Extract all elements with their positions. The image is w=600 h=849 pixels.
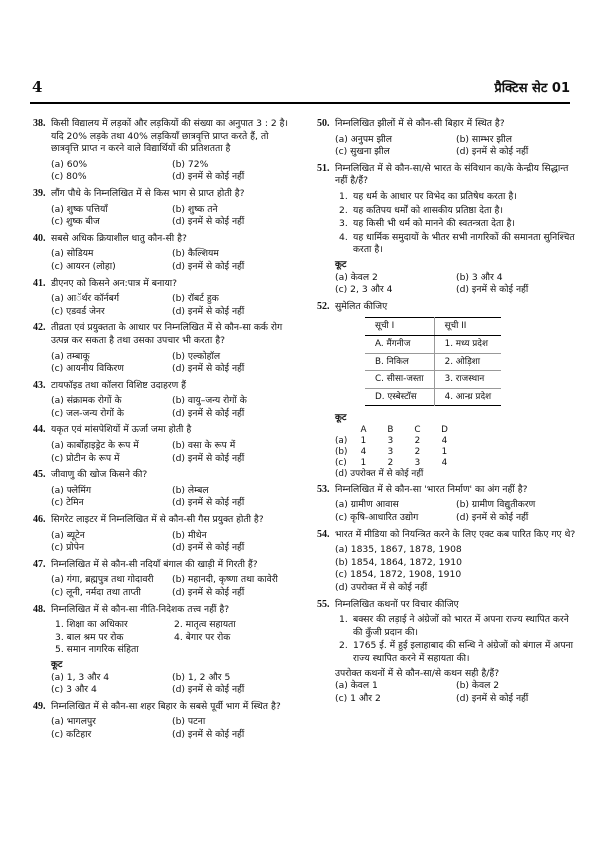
statement: [339, 218, 577, 231]
option-list: [33, 204, 293, 229]
question-number: 44.: [33, 424, 46, 436]
question-53: [317, 484, 577, 525]
option-label: (c): [335, 457, 347, 468]
kut-option-row[interactable]: [335, 436, 460, 447]
kut-option-row[interactable]: [335, 458, 460, 469]
kut-value: 2: [414, 446, 421, 457]
question-number: 50.: [317, 118, 330, 129]
kut-option-row[interactable]: [335, 469, 460, 480]
left-column: [33, 118, 293, 746]
option-list: [317, 544, 577, 594]
question-number: 49.: [33, 700, 46, 712]
table-cell: 2. ओड़िशा: [434, 353, 501, 371]
question-item: [33, 380, 293, 421]
option[interactable]: (a) अनुपम झील: [335, 133, 393, 145]
question-text: सुमेलित कीजिए: [335, 300, 388, 312]
option-list: [317, 680, 577, 705]
statement: 4. बेगार पर रोक: [174, 631, 231, 643]
question-text: भारत में मीडिया को नियन्त्रित करने के लिए एक्ट कब पारित किए गए थे?: [335, 528, 576, 540]
statement: [339, 640, 577, 665]
question-text: निम्नलिखित में से कौन-सा 'भारत निर्माण' का अंग नहीं है?: [335, 483, 528, 495]
question-prompt: उपरोक्त कथनों में से कौन-सा/से कथन सही है/हैं?: [335, 667, 500, 679]
question-55: [317, 599, 577, 706]
question-number: 46.: [33, 514, 46, 526]
question-number: 48.: [33, 603, 46, 615]
table-row: [365, 371, 501, 389]
question-item: [33, 514, 293, 555]
question-text: टायफॉइड तथा कॉलरा विशिष्ट उदाहरण हैं: [51, 379, 187, 391]
option[interactable]: (c) सुखना झील: [335, 146, 390, 158]
kut-label: कूट: [335, 413, 347, 424]
header-rule: [30, 102, 570, 104]
option[interactable]: (c) आयरन (लोहा): [51, 260, 116, 272]
option[interactable]: (c) आयनीय विकिरण: [51, 363, 124, 375]
option: (d) उपरोक्त में से कोई नहीं: [335, 468, 424, 479]
table-row: [365, 388, 501, 406]
option[interactable]: (b) 1, 2 और 5: [172, 671, 231, 683]
option-list: [33, 159, 293, 184]
table-cell: B. निकिल: [365, 353, 434, 371]
match-table: [365, 317, 501, 406]
option[interactable]: (c) जल-जन्य रोगों के: [51, 407, 124, 419]
question-text: डीएनए को किसने अन:पात्र में बनाया?: [51, 277, 178, 289]
kut-value: 1: [360, 457, 367, 468]
option[interactable]: (a) केवल 1: [335, 680, 378, 692]
option[interactable]: (a) केवल 2: [335, 271, 378, 283]
question-51: [317, 163, 577, 297]
option[interactable]: (d) इनमें से कोई नहीं: [456, 146, 529, 158]
question-number: 52.: [317, 300, 330, 312]
question-number: 40.: [33, 232, 46, 244]
question-number: 38.: [33, 118, 46, 129]
question-text: निम्नलिखित कथनों पर विचार कीजिए: [335, 598, 459, 610]
kut-value: 2: [387, 457, 394, 468]
option[interactable]: (d) इनमें से कोई नहीं: [172, 542, 245, 554]
question-text: जीवाणु की खोज किसने की?: [51, 469, 148, 481]
question-54: [317, 529, 577, 595]
statement-list: [317, 614, 577, 665]
question-text: निम्नलिखित में से कौन-सा नीति-निदेशक तत्त्व नहीं है?: [51, 603, 230, 615]
option[interactable]: (b) साम्भर झील: [456, 133, 512, 145]
option[interactable]: (d) इनमें से कोई नहीं: [456, 692, 529, 704]
question-item: [33, 559, 293, 600]
question-text: यकृत एवं मांसपेशियों में ऊर्जा जमा होती है: [51, 424, 192, 436]
option[interactable]: (a) कार्बोहाइड्रेट के रूप में: [51, 440, 139, 452]
statement-number: 1.: [339, 190, 348, 202]
statement-text: बक्सर की लड़ाई ने अंग्रेजों को भारत में अपना राज्य स्थापित करने की कुँजी प्रदान की।: [353, 614, 569, 638]
statement-number: 4.: [339, 231, 348, 243]
option-label: (b): [335, 446, 348, 457]
option[interactable]: (b) वायु–जन्य रोगों के: [172, 395, 247, 407]
option-list: [33, 248, 293, 273]
option[interactable]: (d) इनमें से कोई नहीं: [172, 363, 245, 375]
kut-label: कूट: [51, 659, 63, 670]
option[interactable]: (c) प्रोपेन: [51, 542, 85, 554]
kut-value: 3: [414, 457, 421, 468]
option-label: (a): [335, 435, 348, 446]
statement: [339, 191, 577, 204]
option[interactable]: (d) इनमें से कोई नहीं: [456, 512, 529, 524]
table-cell: 3. राजस्थान: [434, 371, 501, 389]
option-list: [33, 351, 293, 376]
question-number: 39.: [33, 187, 46, 199]
statement-number: 2.: [339, 640, 348, 652]
option[interactable]: (b) महानदी, कृष्णा तथा कावेरी: [172, 574, 278, 586]
question-number: 43.: [33, 379, 46, 391]
option-list: [33, 395, 293, 420]
option-list: [33, 485, 293, 510]
option[interactable]: (a) सोडियम: [51, 248, 94, 260]
option[interactable]: (c) शुष्क बीज: [51, 216, 100, 228]
table-cell: C. सीसा-जस्ता: [365, 371, 434, 389]
option[interactable]: (b) मीथेन: [172, 529, 207, 541]
statement-number: 1.: [339, 614, 348, 626]
table-cell: 1. मध्य प्रदेश: [434, 335, 501, 353]
kut-value: 4: [441, 457, 448, 468]
option[interactable]: (a) तम्बाकू: [51, 350, 90, 362]
option[interactable]: (b) वसा के रूप में: [172, 440, 236, 452]
table-row: [365, 335, 501, 353]
option-list: [317, 272, 577, 297]
option[interactable]: (c) टेमिन: [51, 497, 84, 509]
option-list: [33, 716, 293, 741]
right-column: [317, 118, 577, 709]
question-number: 42.: [33, 322, 46, 334]
option-list: [33, 574, 293, 599]
option[interactable]: (b) एल्कोहॉल: [172, 350, 221, 362]
option[interactable]: (c) 1854, 1872, 1908, 1910: [335, 569, 462, 581]
statement-text: यह धार्मिक समुदायों के भीतर सभी नागरिकों की समानता सुनिश्चित करता है।: [353, 231, 575, 256]
option[interactable]: (d) इनमें से कोई नहीं: [172, 497, 245, 509]
question-item: [33, 233, 293, 274]
question-number: 55.: [317, 598, 330, 610]
statement: 1. शिक्षा का अधिकार: [55, 619, 128, 631]
statement-number: 2.: [339, 204, 348, 216]
column-header-list-1: सूची I: [365, 318, 434, 336]
question-item: [33, 322, 293, 375]
statement: 2. मातृत्व सहायता: [174, 619, 236, 631]
option[interactable]: (b) कैल्शियम: [172, 248, 219, 260]
question-text: तीव्रता एवं प्रयुक्तता के आधार पर निम्नलिखित में से कौन-सा कर्क रोग उत्पन्न कर सकता है तथा उसका उपचार भी करता है?: [51, 322, 283, 346]
statement: 3. बाल श्रम पर रोक: [55, 631, 124, 643]
option[interactable]: (a) आॅर्थर कॉर्नबर्ग: [51, 293, 120, 305]
statement-text: 1765 ई. में हुई इलाहाबाद की सन्धि ने अंग्रेजों को बंगाल में अपना राज्य स्थापित करने में सहायता की।: [353, 640, 574, 664]
option[interactable]: (a) फ्लेमिंग: [51, 484, 92, 496]
kut-option-row[interactable]: [335, 447, 460, 458]
option[interactable]: (b) 72%: [172, 158, 209, 170]
option[interactable]: (d) इनमें से कोई नहीं: [172, 407, 245, 419]
option[interactable]: (b) केवल 2: [456, 680, 500, 692]
question-number: 45.: [33, 469, 46, 481]
question-52: [317, 301, 577, 480]
kut-value: 1: [441, 446, 448, 457]
option[interactable]: (c) लूनी, नर्मदा तथा ताप्ती: [51, 587, 141, 598]
question-text: किसी विद्यालय में लड़कों और लड़कियों की संख्या का अनुपात 3 : 2 है। यदि 20% लड़के तथा 40% लड़कियाँ छात्रवृत्ति प्राप्त करते हैं, तो छात्रवृत्ति प्राप्त न करने वाले विद्यार्थियों की प्रतिशतता है: [51, 118, 288, 155]
option-list: [33, 530, 293, 555]
question-item: [33, 188, 293, 229]
page-number: 4: [32, 78, 43, 96]
kut-header: A: [360, 424, 367, 435]
question-text: निम्नलिखित में से कौन-सा/से भारत के संविधान का/के केन्द्रीय सिद्धान्त नहीं है/हैं?: [335, 162, 569, 187]
option[interactable]: (d) इनमें से कोई नहीं: [456, 284, 529, 296]
column-header-list-2: सूची II: [434, 318, 501, 336]
statement: [339, 232, 577, 257]
statement-text: यह धर्म के आधार पर विभेद का प्रतिषेध करता है।: [353, 190, 517, 202]
option-list: [317, 499, 577, 524]
option[interactable]: (b) 3 और 4: [456, 271, 503, 283]
option[interactable]: (c) 2, 3 और 4: [335, 284, 393, 296]
option[interactable]: (a) भागलपुर: [51, 716, 96, 728]
option[interactable]: (b) पटना: [172, 716, 206, 728]
option[interactable]: (a) 60%: [51, 158, 88, 170]
option[interactable]: (d) इनमें से कोई नहीं: [172, 260, 245, 272]
question-list: [33, 118, 293, 600]
option-list: [33, 293, 293, 318]
table-cell: 4. आन्ध्र प्रदेश: [434, 388, 501, 406]
option[interactable]: (a) गंगा, ब्रह्मपुत्र तथा गोदावरी: [51, 574, 154, 586]
statement: [339, 205, 577, 218]
statement-list: [33, 619, 293, 657]
question-number: 54.: [317, 528, 330, 540]
kut-table: [335, 425, 460, 480]
option[interactable]: (a) 1, 3 और 4: [51, 671, 110, 683]
option[interactable]: (d) इनमें से कोई नहीं: [172, 305, 245, 317]
page-title: प्रैक्टिस सेट 01: [494, 81, 570, 96]
option[interactable]: (a) संक्रामक रोगों के: [51, 395, 122, 407]
question-item: [33, 118, 293, 184]
kut-label: कूट: [335, 259, 347, 270]
option[interactable]: (d) इनमें से कोई नहीं: [172, 216, 245, 228]
kut-value: 4: [441, 435, 448, 446]
question-number: 53.: [317, 483, 330, 495]
question-item: [33, 424, 293, 465]
option[interactable]: (c) 1 और 2: [335, 692, 381, 704]
kut-header: D: [441, 424, 448, 435]
option[interactable]: (b) रॉबर्ट हुक: [172, 293, 219, 305]
option[interactable]: (b) 1854, 1864, 1872, 1910: [335, 556, 462, 568]
kut-value: 2: [414, 435, 421, 446]
question-number: 41.: [33, 277, 46, 289]
option[interactable]: (a) शुष्क पत्तियाँ: [51, 203, 108, 215]
question-text: निम्नलिखित में से कौन-सी नदियाँ बंगाल की खाड़ी में गिरती हैं?: [51, 558, 258, 570]
table-row: [365, 353, 501, 371]
statement: 5. समान नागरिक संहिता: [55, 644, 139, 656]
question-text: सबसे अधिक क्रियाशील धातु कौन-सी है?: [51, 232, 187, 244]
statement: [339, 614, 577, 639]
statement-list: [317, 191, 577, 257]
option[interactable]: (d) इनमें से कोई नहीं: [172, 587, 245, 598]
kut-value: 3: [387, 435, 394, 446]
statement-text: यह कतिपय धर्मों को शासकीय प्रतिष्ठा देता है।: [353, 204, 503, 216]
option[interactable]: (a) ग्रामीण आवास: [335, 499, 399, 511]
page-header: [30, 78, 570, 98]
statement-text: यह किसी भी धर्म को मानने की स्वतन्त्रता देता है।: [353, 218, 515, 230]
option[interactable]: (b) शुष्क तने: [172, 203, 218, 215]
option[interactable]: (b) ग्रामीण विद्युतीकरण: [456, 499, 536, 511]
option[interactable]: (c) प्रोटीन के रूप में: [51, 452, 120, 464]
table-cell: D. एस्बेस्टॉस: [365, 388, 434, 406]
option[interactable]: (d) इनमें से कोई नहीं: [172, 171, 245, 183]
option[interactable]: (d) इनमें से कोई नहीं: [172, 684, 245, 696]
question-text: निम्नलिखित झीलों में से कौन-सी बिहार में स्थित है?: [335, 118, 505, 129]
question-text: निम्नलिखित में से कौन-सा शहर बिहार के सबसे पूर्वी भाग में स्थित है?: [51, 700, 281, 712]
option-list: [317, 134, 577, 159]
option[interactable]: (c) कृषि-आधारित उद्योग: [335, 512, 419, 524]
option-list: [33, 440, 293, 465]
kut-header: C: [414, 424, 421, 435]
option[interactable]: (a) 1835, 1867, 1878, 1908: [335, 544, 462, 556]
option[interactable]: (c) एडवर्ड जेनर: [51, 305, 105, 317]
question-50: [317, 118, 577, 159]
option[interactable]: (c) 80%: [51, 171, 87, 183]
kut-value: 1: [360, 435, 367, 446]
kut-value: 4: [360, 446, 367, 457]
question-text: सिगरेट लाइटर में निम्नलिखित में से कौन-सी गैस प्रयुक्त होती है?: [51, 514, 264, 526]
option[interactable]: (a) ब्यूटेन: [51, 529, 85, 541]
option[interactable]: (d) उपरोक्त में से कोई नहीं: [335, 582, 428, 594]
kut-value: 3: [387, 446, 394, 457]
question-item: [33, 469, 293, 510]
question-text: लौंग पौधे के निम्नलिखित में से किस भाग से प्राप्त होती है?: [51, 187, 245, 199]
kut-header: B: [387, 424, 394, 435]
option[interactable]: (d) इनमें से कोई नहीं: [172, 728, 245, 740]
question-item: [33, 278, 293, 319]
question-49: [33, 701, 293, 742]
option[interactable]: (c) 3 और 4: [51, 684, 97, 696]
option[interactable]: (c) कटिहार: [51, 728, 92, 740]
option-list: [33, 672, 293, 697]
question-48: [33, 604, 293, 697]
question-number: 51.: [317, 162, 330, 174]
option[interactable]: (b) लेम्बल: [172, 484, 209, 496]
option[interactable]: (d) इनमें से कोई नहीं: [172, 452, 245, 464]
statement-number: 3.: [339, 218, 348, 230]
question-number: 47.: [33, 558, 46, 570]
table-cell: A. मैंगनीज: [365, 335, 434, 353]
